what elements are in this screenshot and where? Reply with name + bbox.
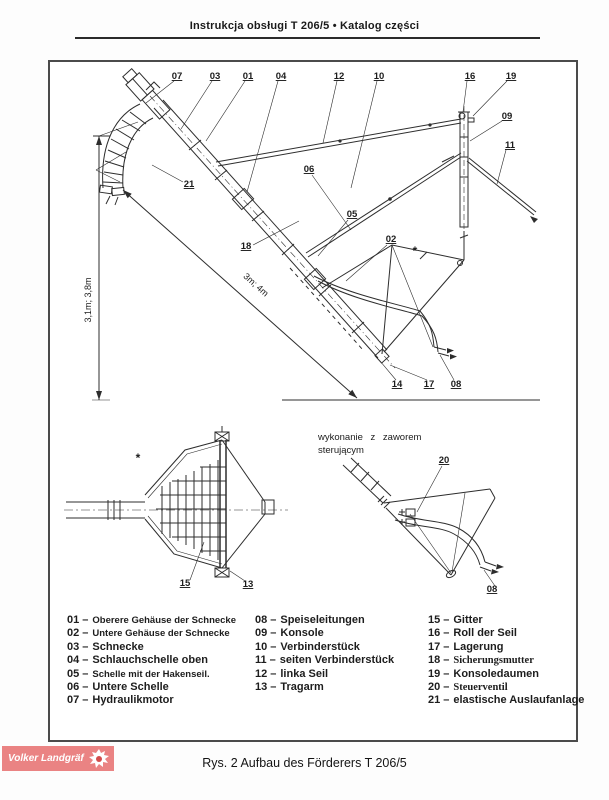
parts-list-item xyxy=(67,641,257,654)
callout-17: 17 xyxy=(423,379,435,390)
callout-12: 12 xyxy=(333,71,345,82)
separator: – xyxy=(82,614,89,626)
separator: – xyxy=(270,640,277,653)
separator: – xyxy=(82,680,89,693)
part-number: 09 xyxy=(255,627,268,640)
callout-11: 11 xyxy=(504,140,516,151)
separator: – xyxy=(443,680,450,693)
part-name: Roll der Seil xyxy=(453,627,517,640)
part-number: 07 xyxy=(67,694,80,707)
parts-list-column-3 xyxy=(428,614,585,708)
separator: – xyxy=(82,654,89,667)
callout-21: 21 xyxy=(183,179,195,190)
separator: – xyxy=(443,627,450,640)
callout-10: 10 xyxy=(373,71,385,82)
separator: – xyxy=(443,640,450,653)
separator: – xyxy=(443,667,450,680)
console-post xyxy=(458,106,474,232)
callout-01: 01 xyxy=(242,71,254,82)
dimension-vertical xyxy=(83,122,138,400)
part-number: 01 xyxy=(67,614,80,626)
separator: – xyxy=(82,640,89,653)
variant-note-line1: wykonanie z zaworem xyxy=(318,432,422,443)
part-name: Gitter xyxy=(453,614,483,626)
parts-list-item xyxy=(428,668,578,681)
callout-09: 09 xyxy=(501,111,513,122)
separator: – xyxy=(270,680,277,693)
header-divider xyxy=(75,37,540,39)
parts-list-item xyxy=(428,614,578,627)
parts-list-item xyxy=(67,627,257,640)
parts-list-item xyxy=(255,681,430,694)
callout-14: 14 xyxy=(391,379,403,390)
part-number: 02 xyxy=(67,627,80,640)
part-name: Verbinderstück xyxy=(280,640,360,653)
part-name: Konsole xyxy=(280,627,324,640)
part-name: Untere Gehäuse der Schnecke xyxy=(92,628,230,640)
callout-06: 06 xyxy=(303,164,315,175)
separator: – xyxy=(443,614,450,626)
starburst-icon xyxy=(88,748,110,770)
part-name: Schnecke xyxy=(92,640,144,653)
callout-19: 19 xyxy=(505,71,517,82)
separator: – xyxy=(443,694,450,707)
part-name: seiten Verbinderstück xyxy=(279,654,395,667)
star-mark: * xyxy=(412,244,418,258)
star-mark: * xyxy=(135,451,141,465)
part-name: Schelle mit der Hakenseil. xyxy=(92,668,210,680)
parts-list-item xyxy=(67,681,257,694)
dimension-vertical-label: 3,1m; 3,8m xyxy=(83,277,93,323)
figure-caption: Rys. 2 Aufbau des Förderers T 206/5 xyxy=(202,756,407,770)
valve-variant-view xyxy=(317,432,504,595)
part-name: linka Seil xyxy=(280,667,329,680)
parts-list-item xyxy=(67,694,257,707)
hydraulic-motor xyxy=(121,67,172,121)
part-number: 13 xyxy=(255,680,268,693)
parts-list-item xyxy=(428,681,578,694)
watermark xyxy=(2,746,114,771)
parts-list-item xyxy=(255,654,430,667)
part-number: 15 xyxy=(428,614,441,626)
variant-note-line2: sterującym xyxy=(318,445,364,456)
part-name: Oberere Gehäuse der Schnecke xyxy=(92,615,237,626)
parts-list-item xyxy=(67,654,257,667)
part-number: 18 xyxy=(428,654,441,667)
callout-13: 13 xyxy=(242,579,254,590)
part-number: 08 xyxy=(255,614,268,626)
callout-08-variant: 08 xyxy=(486,584,498,595)
parts-list-item xyxy=(67,614,257,627)
separator: – xyxy=(82,627,89,640)
parts-list-item xyxy=(428,627,578,640)
figure-frame xyxy=(48,60,585,742)
separator: – xyxy=(443,654,450,667)
part-name: Steuerventil xyxy=(453,681,508,693)
parts-list-column-1 xyxy=(67,614,257,708)
separator: – xyxy=(270,667,277,680)
part-number: 11 xyxy=(255,654,267,667)
part-name: elastische Auslaufanlage xyxy=(453,694,585,707)
part-name: Schlauchschelle oben xyxy=(92,654,208,667)
part-number: 17 xyxy=(428,640,441,653)
parts-list-item xyxy=(255,668,430,681)
callout-03: 03 xyxy=(209,71,221,82)
part-number: 03 xyxy=(67,640,80,653)
separator: – xyxy=(82,667,89,680)
part-number: 21 xyxy=(428,694,441,707)
hopper-front-view xyxy=(64,426,288,590)
leader-lines xyxy=(146,81,507,380)
separator: – xyxy=(82,694,89,707)
part-number: 05 xyxy=(67,667,80,680)
watermark-text: Volker Landgräf xyxy=(8,753,84,764)
part-number: 10 xyxy=(255,640,268,653)
part-number: 19 xyxy=(428,667,441,680)
separator: – xyxy=(270,614,277,626)
parts-list-item xyxy=(67,668,257,681)
part-number: 20 xyxy=(428,680,441,693)
part-name: Lagerung xyxy=(453,640,504,653)
separator: – xyxy=(269,654,276,667)
callout-07: 07 xyxy=(171,71,183,82)
callout-16: 16 xyxy=(464,71,476,82)
part-name: Hydraulikmotor xyxy=(92,694,174,707)
parts-list-item xyxy=(255,614,430,627)
parts-list-item xyxy=(255,627,430,640)
main-conveyor-view xyxy=(83,67,540,400)
elastic-outlet xyxy=(100,104,153,205)
part-name: Untere Schelle xyxy=(92,680,169,693)
part-number: 16 xyxy=(428,627,441,640)
dimension-diagonal-label: 3m; 4m xyxy=(241,271,271,299)
parts-list-item xyxy=(428,654,578,667)
part-number: 04 xyxy=(67,654,80,667)
page-header-title: Instrukcja obsługi T 206/5 • Katalog części xyxy=(189,20,420,32)
part-name: Tragarm xyxy=(280,680,324,693)
parts-list-column-2 xyxy=(255,614,430,694)
callout-18: 18 xyxy=(240,241,252,252)
part-number: 06 xyxy=(67,680,80,693)
parts-list-item xyxy=(255,641,430,654)
parts-list-item xyxy=(428,641,578,654)
callout-05: 05 xyxy=(346,209,358,220)
callout-02: 02 xyxy=(385,234,397,245)
part-name: Speiseleitungen xyxy=(280,614,365,626)
part-number: 12 xyxy=(255,667,268,680)
part-name: Sicherungsmutter xyxy=(453,655,534,667)
callout-08: 08 xyxy=(450,379,462,390)
callout-04: 04 xyxy=(275,71,287,82)
separator: – xyxy=(270,627,277,640)
callout-20: 20 xyxy=(438,455,450,466)
parts-list-item xyxy=(428,694,585,707)
part-name: Konsoledaumen xyxy=(453,667,539,680)
callout-15: 15 xyxy=(179,578,191,589)
